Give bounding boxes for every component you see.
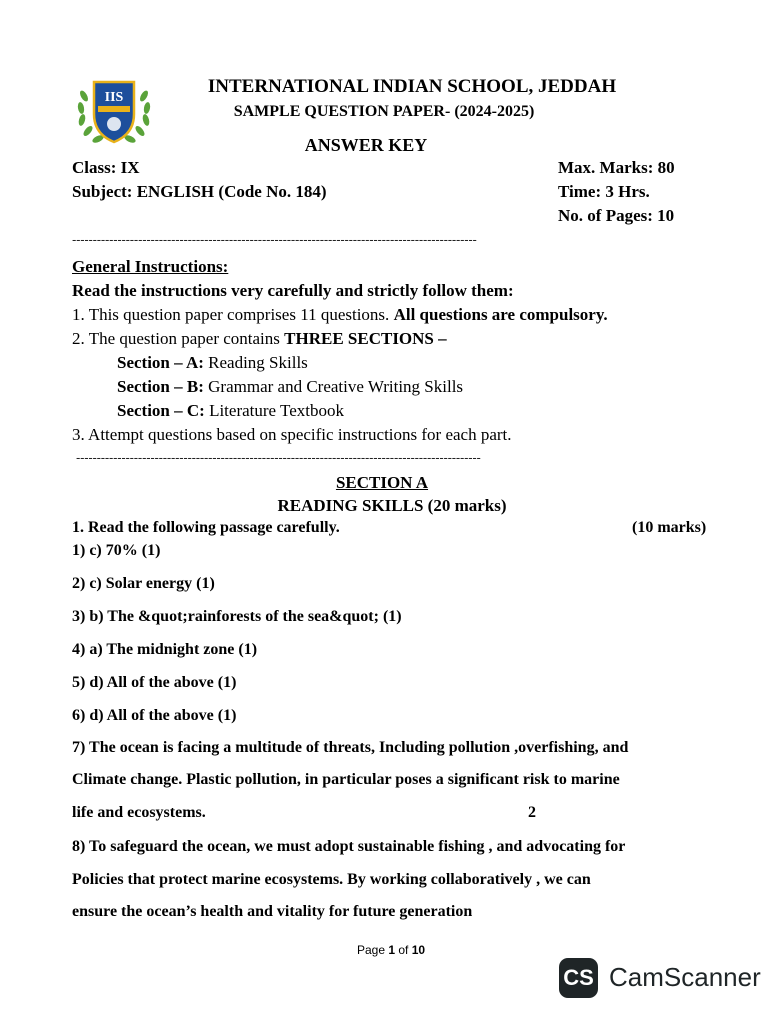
answer-7-line-3: life and ecosystems. — [72, 804, 206, 821]
paper-title: SAMPLE QUESTION PAPER- (2024-2025) — [233, 103, 535, 120]
instruction-2 — [72, 329, 447, 349]
answer-8-line-1: 8) To safeguard the ocean, we must adopt sustainable fishing , and advocating for — [72, 838, 626, 855]
section-c-label: Section – C: — [117, 401, 205, 420]
page-number — [357, 943, 425, 957]
divider-line: -------------------------------------------------------------------------------------------------- — [72, 232, 477, 247]
section-a-title: SECTION A — [335, 473, 429, 492]
section-b-text: Grammar and Creative Writing Skills — [203, 377, 464, 396]
answer-4: 4) a) The midnight zone (1) — [72, 641, 258, 658]
divider-line-2: -------------------------------------------------------------------------------------------------- — [76, 450, 481, 465]
section-a-subtitle: READING SKILLS (20 marks) — [277, 496, 507, 515]
section-c-text: Literature Textbook — [204, 401, 344, 420]
subject-label: Subject: ENGLISH (Code No. 184) — [72, 182, 327, 201]
school-name: INTERNATIONAL INDIAN SCHOOL, JEDDAH — [207, 76, 617, 97]
answer-7-line-1: 7) The ocean is facing a multitude of threats, Including pollution ,overfishing, and — [72, 739, 629, 756]
instruction-1-bold: All questions are compulsory. — [393, 305, 608, 324]
section-b-label: Section – B: — [117, 377, 204, 396]
answer-7-marks: 2 — [528, 804, 536, 821]
section-a-label: Section – A: — [117, 353, 204, 372]
question-1: 1. Read the following passage carefully. — [72, 519, 340, 536]
answer-2: 2) c) Solar energy (1) — [72, 575, 215, 592]
section-b-item — [117, 377, 463, 397]
page-total: 10 — [411, 943, 426, 957]
camscanner-logo-icon: CS — [559, 958, 598, 998]
section-a-text: Reading Skills — [203, 353, 308, 372]
pages-label: No. of Pages: 10 — [558, 206, 675, 225]
answer-key-title: ANSWER KEY — [304, 135, 428, 155]
svg-text:IIS: IIS — [104, 90, 124, 105]
answer-8-line-3: ensure the ocean’s health and vitality for future generation — [72, 903, 473, 920]
answer-6: 6) d) All of the above (1) — [72, 707, 237, 724]
instructions-intro: Read the instructions very carefully and strictly follow them: — [72, 281, 514, 300]
answer-7-line-2: Climate change. Plastic pollution, in particular poses a significant risk to marine — [72, 771, 620, 788]
max-marks-label: Max. Marks: 80 — [558, 158, 675, 177]
question-1-marks: (10 marks) — [632, 519, 707, 536]
instruction-1-text: 1. This question paper comprises 11 questions. — [72, 305, 394, 324]
instruction-3: 3. Attempt questions based on specific instructions for each part. — [72, 425, 512, 444]
instruction-2-text: 2. The question paper contains — [72, 329, 285, 348]
page-current: 1 — [388, 943, 396, 957]
instructions-heading: General Instructions: — [72, 257, 229, 276]
answer-3: 3) b) The &quot;rainforests of the sea&quot; (1) — [72, 608, 402, 625]
camscanner-brand: CamScanner — [609, 962, 761, 992]
section-c-item — [117, 401, 344, 421]
answer-5: 5) d) All of the above (1) — [72, 674, 237, 691]
time-label: Time: 3 Hrs. — [558, 182, 650, 201]
section-a-item — [117, 353, 308, 373]
answer-8-line-2: Policies that protect marine ecosystems. By working collaboratively , we can — [72, 871, 591, 888]
instruction-1 — [72, 305, 608, 325]
of-word: of — [395, 943, 412, 957]
page-word: Page — [357, 943, 389, 957]
class-label: Class: IX — [72, 158, 140, 177]
answer-1: 1) c) 70% (1) — [72, 542, 161, 559]
instruction-2-bold: THREE SECTIONS – — [284, 329, 447, 348]
